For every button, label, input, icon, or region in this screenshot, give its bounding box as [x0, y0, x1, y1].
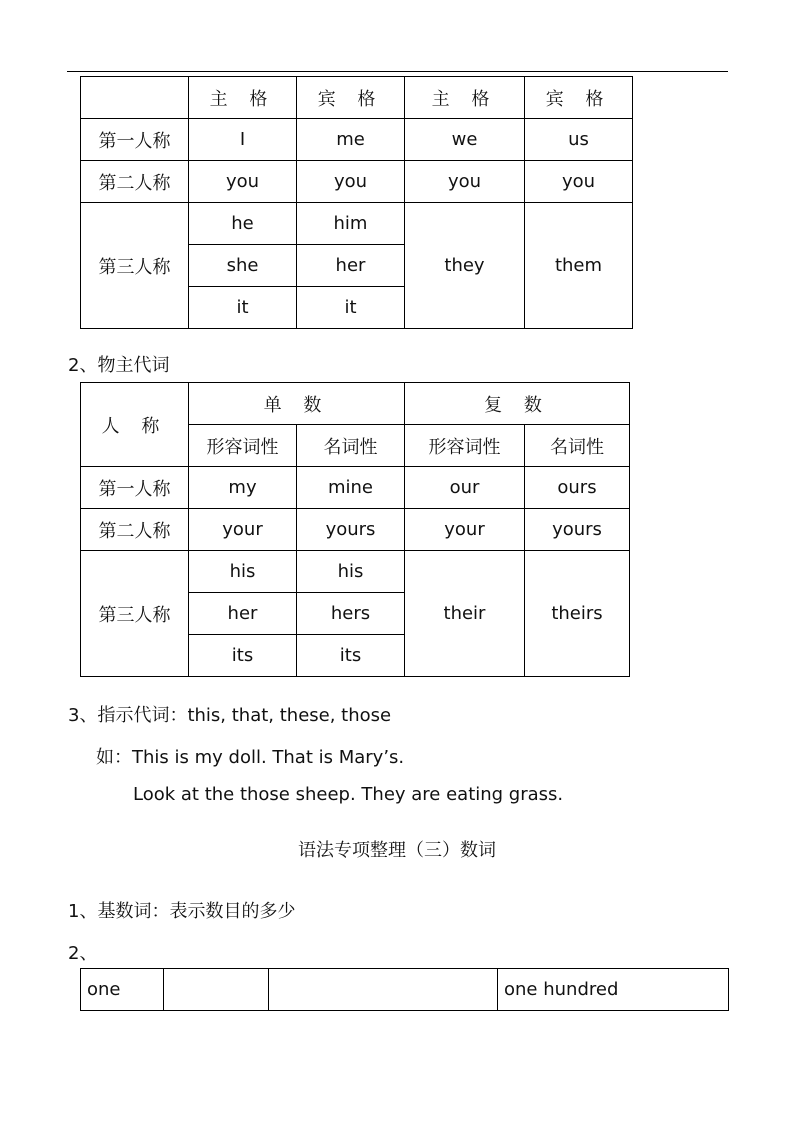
- table-row: [81, 467, 630, 509]
- plural-header: 复 数: [405, 383, 630, 425]
- table-cell: me: [297, 119, 405, 161]
- sub-header-adjective: 形容词性: [189, 425, 297, 467]
- table-cell: our: [405, 467, 525, 509]
- table-cell: you: [297, 161, 405, 203]
- table-cell: her: [297, 245, 405, 287]
- table-cell: us: [525, 119, 633, 161]
- numerals-table: [80, 968, 729, 1011]
- table-cell: them: [525, 203, 633, 329]
- header-object-case: 宾 格: [525, 77, 633, 119]
- section-heading-demonstrative: 3、指示代词：this, that, these, those: [68, 705, 392, 726]
- table-row: [81, 509, 630, 551]
- section-heading-possessive: 2、物主代词: [68, 355, 170, 376]
- corner-cell: [81, 77, 189, 119]
- person-header: 人 称: [81, 383, 189, 467]
- section-title-numerals: 语法专项整理（三）数词: [298, 840, 496, 861]
- table-cell: your: [405, 509, 525, 551]
- table-cell: his: [297, 551, 405, 593]
- table-cell: my: [189, 467, 297, 509]
- table-cell: you: [405, 161, 525, 203]
- personal-pronoun-table: [80, 76, 633, 329]
- table-row: [81, 161, 633, 203]
- example-line: Look at the those sheep. They are eating grass.: [133, 784, 564, 805]
- table-cell: hers: [297, 593, 405, 635]
- table-cell: it: [297, 287, 405, 329]
- table-cell: him: [297, 203, 405, 245]
- table-row: [81, 551, 630, 593]
- table-cell: we: [405, 119, 525, 161]
- person-label: 第三人称: [81, 551, 189, 677]
- table-cell: ours: [525, 467, 630, 509]
- table-cell: his: [189, 551, 297, 593]
- table-cell: its: [297, 635, 405, 677]
- table-cell: I: [189, 119, 297, 161]
- singular-header: 单 数: [189, 383, 405, 425]
- table-row: [81, 969, 729, 1011]
- person-label: 第一人称: [81, 467, 189, 509]
- person-label: 第二人称: [81, 161, 189, 203]
- table-row: [81, 119, 633, 161]
- person-label: 第一人称: [81, 119, 189, 161]
- header-object-case: 宾 格: [297, 77, 405, 119]
- table-cell: yours: [297, 509, 405, 551]
- table-cell: you: [525, 161, 633, 203]
- table-cell: they: [405, 203, 525, 329]
- table-cell: he: [189, 203, 297, 245]
- table-cell: her: [189, 593, 297, 635]
- table-cell: [269, 969, 498, 1011]
- table-cell: she: [189, 245, 297, 287]
- list-item: 2、: [68, 943, 98, 964]
- sub-header-noun: 名词性: [525, 425, 630, 467]
- table-cell: one hundred: [498, 969, 729, 1011]
- table-cell: [164, 969, 269, 1011]
- possessive-pronoun-table: [80, 382, 630, 677]
- table-cell: one: [81, 969, 164, 1011]
- person-label: 第二人称: [81, 509, 189, 551]
- sub-header-adjective: 形容词性: [405, 425, 525, 467]
- table-cell: its: [189, 635, 297, 677]
- table-cell: their: [405, 551, 525, 677]
- person-label: 第三人称: [81, 203, 189, 329]
- header-subject-case: 主 格: [189, 77, 297, 119]
- table-cell: theirs: [525, 551, 630, 677]
- table-cell: your: [189, 509, 297, 551]
- table-row: [81, 203, 633, 245]
- sub-header-noun: 名词性: [297, 425, 405, 467]
- header-subject-case: 主 格: [405, 77, 525, 119]
- header-rule: [67, 71, 728, 72]
- example-line: 如：This is my doll. That is Mary’s.: [96, 747, 405, 768]
- table-cell: yours: [525, 509, 630, 551]
- table-cell: mine: [297, 467, 405, 509]
- table-cell: you: [189, 161, 297, 203]
- list-item: 1、基数词：表示数目的多少: [68, 901, 296, 922]
- table-cell: it: [189, 287, 297, 329]
